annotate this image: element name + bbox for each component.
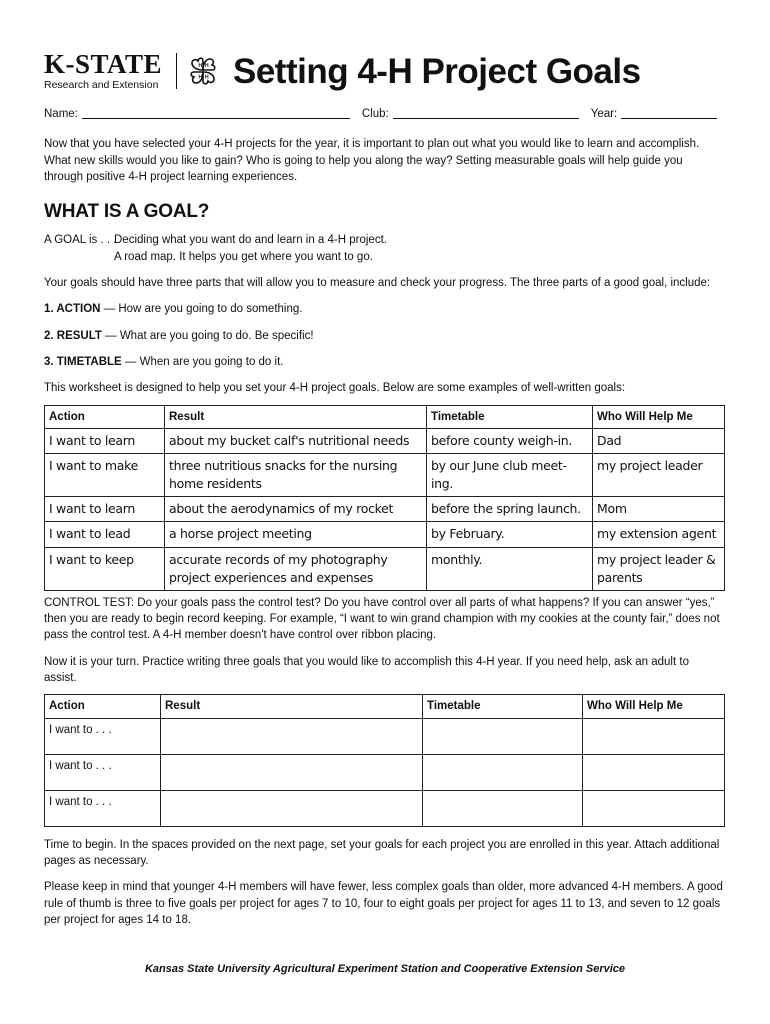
table-row: I want to learn about my bucket calf's nutritional needs before county weigh-in. Dad — [45, 428, 725, 453]
part-action: 1. ACTION — How are you going to do something. — [44, 303, 303, 316]
who-input[interactable] — [583, 754, 725, 790]
table-row: I want to learn about the aerodynamics of my rocket before the spring launch. Mom — [45, 497, 725, 522]
year-field[interactable] — [621, 106, 717, 119]
goal-def-1: Deciding what you want do and learn in a 4-H project. — [114, 234, 387, 247]
table-row: I want to keep accurate records of my photography project experiences and expenses monthly. my project leader & parents — [45, 547, 725, 590]
logo-main: K-STATE — [44, 48, 163, 79]
goal-label: A GOAL is . . . — [44, 234, 117, 247]
who-input[interactable] — [583, 718, 725, 754]
table-row: I want to lead a horse project meeting by February. my extension agent — [45, 522, 725, 547]
part-result: 2. RESULT — What are you going to do. Be specific! — [44, 329, 314, 342]
kstate-logo — [44, 48, 172, 92]
header-result: Result — [165, 405, 427, 428]
logo-divider — [176, 53, 177, 89]
name-club-year-row — [44, 106, 724, 122]
svg-text:H: H — [205, 63, 209, 69]
header-timetable: Timetable — [423, 695, 583, 718]
who-input[interactable] — [583, 790, 725, 826]
timetable-input[interactable] — [423, 718, 583, 754]
your-turn-paragraph: Now it is your turn. Practice writing three goals that you would like to accomplish this 4-H year. If you need help, ask an adult to assist. — [44, 655, 689, 685]
header-who: Who Will Help Me — [593, 405, 725, 428]
table-row: I want to . . . — [45, 790, 725, 826]
result-input[interactable] — [161, 718, 423, 754]
goal-def-2: A road map. It helps you get where you want to go. — [114, 250, 373, 263]
document-page — [44, 48, 724, 928]
footer: Kansas State University Agricultural Experiment Station and Cooperative Extension Service — [144, 963, 626, 975]
header-who: Who Will Help Me — [583, 695, 725, 718]
table-row: I want to make three nutritious snacks for the nursing home residents by our June club meet-ing. my project leader — [45, 454, 725, 497]
time-to-begin-paragraph: Time to begin. In the spaces provided on the next page, set your goals for each project you are enrolled in this year. Attach additional pages as necessary. — [44, 838, 720, 868]
part-timetable: 3. TIMETABLE — When are you going to do it. — [44, 355, 284, 368]
svg-text:H: H — [205, 74, 209, 81]
club-field[interactable] — [393, 106, 579, 119]
svg-text:H: H — [198, 74, 203, 81]
goal-heading: WHAT IS A GOAL? — [44, 201, 210, 223]
three-parts-text: Your goals should have three parts that will allow you to measure and check your progress. The three parts of a good goal, include: — [44, 276, 711, 289]
worksheet-text: This worksheet is designed to help you set your 4-H project goals. Below are some examples of well-written goals: — [44, 382, 626, 395]
header-timetable: Timetable — [427, 405, 593, 428]
header — [44, 48, 724, 94]
table-header-row — [45, 695, 725, 718]
logo-sub: Research and Extension — [44, 78, 159, 91]
goal-definition — [44, 232, 724, 265]
four-leaf-clover-icon — [185, 53, 221, 89]
result-input[interactable] — [161, 754, 423, 790]
timetable-input[interactable] — [423, 790, 583, 826]
page-title: Setting 4-H Project Goals — [233, 51, 641, 91]
table-header-row — [45, 405, 725, 428]
table-row: I want to . . . — [45, 754, 725, 790]
practice-goals-table — [44, 694, 725, 826]
name-label: Name: — [44, 108, 78, 120]
timetable-input[interactable] — [423, 754, 583, 790]
example-goals-table — [44, 405, 725, 591]
svg-text:H: H — [198, 63, 203, 69]
result-input[interactable] — [161, 790, 423, 826]
rule-of-thumb-paragraph: Please keep in mind that younger 4-H members will have fewer, less complex goals than older, more advanced 4-H members. A good rule of thumb is three to five goals per project for ages 7 to 10, four to eight goals per project for ages 11 to 13, and seven to 12 goals per project for ages 14 to 18. — [44, 881, 723, 927]
intro-paragraph: Now that you have selected your 4-H projects for the year, it is important to plan out what you would like to learn and accomplish. What new skills would you like to gain? Who is going to help you along the way? Setting measurable goals will help guide you through positive 4-H project learning experiences. — [44, 138, 700, 183]
header-action: Action — [45, 695, 161, 718]
control-test-paragraph: CONTROL TEST: Do your goals pass the control test? Do you have control over all parts of what happens? If you can answer “yes,” then you are ready to begin record keeping. For example, “I want to win grand champion with my cookies at the county fair,” does not pass the control test. A 4-H member doesn't have control over ribbon placing. — [44, 596, 720, 642]
year-label: Year: — [590, 108, 618, 120]
club-label: Club: — [361, 108, 389, 120]
header-result: Result — [161, 695, 423, 718]
name-field[interactable] — [82, 106, 350, 119]
header-action: Action — [45, 405, 165, 428]
table-row: I want to . . . — [45, 718, 725, 754]
